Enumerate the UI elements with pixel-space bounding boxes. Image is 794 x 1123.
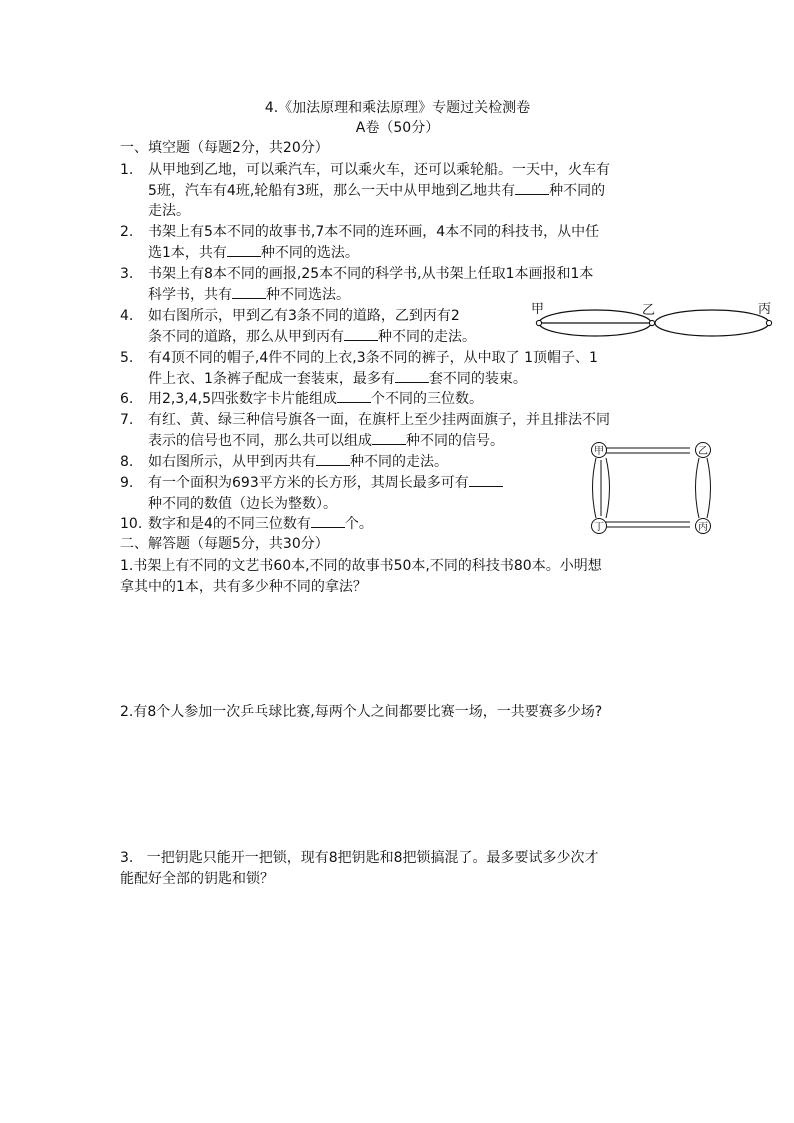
route-diagram-1 [530, 298, 780, 348]
problem-3 [120, 848, 676, 890]
question-line: 有一个面积为693平方米的长方形，其周长最多可有 [148, 473, 568, 494]
question-line: 走法。 [148, 203, 190, 219]
route-diagram-2 [586, 438, 718, 538]
node-label-yi: 乙 [642, 303, 656, 318]
node-label-bing: 丙 [698, 522, 708, 533]
answer-blank[interactable] [469, 473, 503, 487]
node-label-ding: 丁 [594, 522, 604, 533]
question-number: 5. [120, 350, 134, 366]
question-number: 9. [120, 475, 134, 491]
section-fill-blank-title: 一、填空题（每题2分，共20分） [120, 140, 329, 156]
node-jia [536, 320, 541, 325]
question-number: 4. [120, 308, 134, 324]
answer-blank[interactable] [337, 389, 371, 403]
question-line: 件上衣、1条裤子配成一套装束，最多有 套不同的装束。 [148, 370, 527, 387]
question-number: 3. [120, 266, 134, 282]
node-label-bing: 丙 [758, 302, 772, 317]
problem-1 [120, 556, 676, 598]
problem-2 [120, 702, 676, 723]
answer-blank[interactable] [316, 452, 350, 466]
node-label-jia: 甲 [594, 446, 604, 457]
answer-blank[interactable] [372, 431, 406, 445]
answer-blank[interactable] [395, 369, 429, 383]
road-left-1 [593, 458, 597, 518]
question-line: 有红、黄、绿三种信号旗各一面，在旗杆上至少挂两面旗子，并且排法不同 [148, 412, 610, 428]
answer-blank[interactable] [311, 514, 345, 528]
question-line: 种不同的数值（边长为整数）。 [148, 495, 337, 512]
problem-line: 3. 一把钥匙只能开一把锁，现有8把钥匙和8把锁搞混了。最多要试多少次才 [120, 850, 599, 866]
question-line: 有4顶不同的帽子,4件不同的上衣,3条不同的裤子，从中取了 1顶帽子、1 [148, 350, 598, 366]
question-line: 条不同的道路，那么从甲到丙有 种不同的走法。 [148, 328, 476, 345]
question-line: 表示的信号也不同，那么共可以组成 种不同的信号。 [148, 432, 504, 449]
question-line: 用2,3,4,5四张数字卡片能组成 个不同的三位数。 [148, 391, 483, 407]
road-right-2 [707, 458, 711, 518]
question-line: 从甲地到乙地，可以乘汽车，可以乘火车，还可以乘轮船。一天中，火车有 [148, 162, 610, 178]
question-line: 5班，汽车有4班,轮船有3班，那么一天中从甲地到乙地共有 种不同的 [148, 182, 606, 199]
question-number: 2. [120, 224, 134, 240]
section-answer-title: 二、解答题（每题5分，共30分） [120, 536, 329, 552]
road-ellipse-yi-bing [655, 310, 769, 336]
question-line: 书架上有8本不同的画报,25本不同的科学书,从书架上任取1本画报和1本 [148, 266, 594, 282]
question-number: 7. [120, 412, 134, 428]
page-subtitle: A卷（50分） [355, 120, 440, 136]
answer-blank[interactable] [232, 285, 266, 299]
question-number: 1. [120, 162, 134, 178]
problem-line: 2.有8个人参加一次乒乓球比赛,每两个人之间都要比赛一场，一共要赛多少场? [120, 704, 603, 720]
page-title: 4.《加法原理和乘法原理》专题过关检测卷 [264, 100, 531, 116]
problem-line: 1.书架上有不同的文艺书60本,不同的故事书50本,不同的科技书80本。小明想 [120, 558, 602, 574]
question-line: 如右图所示，从甲到丙共有 种不同的走法。 [148, 454, 448, 470]
road-right-1 [696, 458, 700, 518]
question-number: 8. [120, 454, 134, 470]
question-line: 书架上有5本不同的故事书,7本不同的连环画，4本不同的科技书，从中任 [148, 224, 600, 240]
road-left-3 [606, 458, 610, 518]
question-line: 科学书，共有 种不同选法。 [148, 286, 350, 303]
node-label-yi: 乙 [698, 446, 708, 457]
answer-blank[interactable] [344, 327, 378, 341]
question-number: 6. [120, 391, 134, 407]
problem-line: 能配好全部的钥匙和锁？ [120, 871, 274, 887]
node-label-jia: 甲 [531, 302, 545, 317]
node-yi [649, 320, 654, 325]
question-line: 选1本，共有 种不同的选法。 [148, 244, 359, 261]
question-number: 10. [120, 516, 143, 532]
question-line: 数字和是4的不同三位数有 个。 [148, 516, 373, 532]
problem-line: 拿其中的1本，共有多少种不同的拿法？ [120, 579, 367, 595]
node-bing [766, 320, 771, 325]
answer-blank[interactable] [227, 243, 261, 257]
answer-blank[interactable] [515, 181, 549, 195]
question-line: 如右图所示，甲到乙有3条不同的道路，乙到丙有2 [148, 308, 460, 324]
